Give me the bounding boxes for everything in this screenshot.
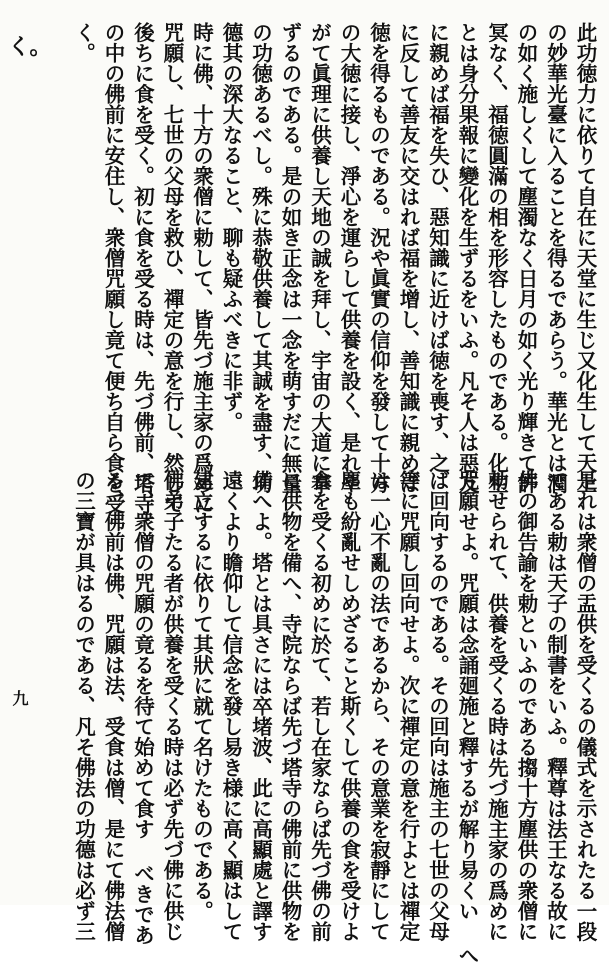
text-column: 食を受くる初めに於て、若し在家ならば先づ佛の前 — [307, 470, 332, 942]
text-column: の三寶が具はるのである、凡そ佛法の功德は必ず三 — [71, 470, 96, 942]
text-column: 佛弟子たる者が供養を受くる時は必ず先づ佛に供じ — [160, 470, 184, 942]
text-column: 徳を得るものである。況や眞實の信仰を發して十方 — [366, 22, 391, 494]
text-column: に反して善友に交はれば福を增し、善知識に親めば — [396, 22, 420, 494]
text-column: て、衆僧の咒願の竟るを待て始めて食す べきであ — [130, 470, 155, 945]
text-column: 等に咒願し回向せよ。次に禪定の意を行よとは禪定 — [396, 470, 420, 942]
text-column: く。 — [71, 22, 96, 63]
text-column: の中の佛前に安住し、衆僧咒願し竟て便ち自ら食を受 — [101, 22, 125, 514]
text-column: の大徳に接し、淨心を運らして供養を設く、是れや — [337, 22, 361, 494]
bottom-text-block — [68, 470, 599, 966]
text-column: は一心不亂の法であるから、その意業を寂靜にして — [366, 470, 391, 942]
text-column: 後ちに食を受く。初に食を受る時は、先づ佛前、塔寺 — [130, 22, 155, 514]
text-column: である勅は天子の制書をいふ。釋尊は法王なる故に — [543, 470, 568, 942]
text-column: 是れは衆僧の盂供を受くるの儀式を示されたる一段 — [573, 470, 597, 942]
page-number: 九 — [10, 690, 29, 706]
text-column: に供物を備へ、寺院ならば先づ塔寺の佛前に供物を — [278, 470, 302, 942]
text-column: 冥なく、福徳圓滿の相を形容したものである。化生 — [484, 22, 509, 494]
text-column: 勅せられて、供養を受くる時は先づ施主家の爲めに — [484, 470, 509, 942]
text-column: 咒願し、七世の父母を救ひ、禪定の意を行し、然して — [160, 22, 184, 514]
text-column: の如く施しくして塵濁なく日月の如く光り輝きて許 — [514, 22, 538, 494]
text-column: 備へよ。塔とは具さには卒堵波、此に高顯處と譯す — [248, 470, 273, 942]
top-text-block — [68, 22, 599, 514]
text-column: とは身分果報に變化を生ずるをいふ。凡そ人は惡友 — [455, 22, 479, 494]
text-column: ば回向するのである。その回向は施主の七世の父母 — [425, 470, 450, 942]
text-column: る、佛前は佛、咒願は法、受食は僧、是にて佛法僧 — [101, 470, 125, 942]
text-column: 此功徳力に依りて自在に天堂に生じ又化生して天上 — [573, 22, 597, 494]
text-column: 塵も紛亂せしめざること斯くして供養の食を受けよ — [337, 470, 361, 942]
text-column: 德其の深大なること、聊も疑ふべきに非ず。 — [219, 22, 243, 432]
text-column: 佛の御告諭を勅といふのである搊十方塵供の衆僧に — [514, 470, 538, 942]
text-column: 咒願せよ。咒願は念誦廻施と釋するが解り易くい へ — [455, 470, 479, 966]
text-column: に親めば福を失ひ、惡知識に近けば徳を喪す、之 — [425, 22, 450, 473]
text-column: 時に佛、十方の衆僧に勅して、皆先づ施主家の爲めに — [189, 22, 214, 514]
continuation-mark: く。 — [8, 34, 52, 60]
text-column: 遠くより瞻仰して信念を發し易き様に高く顯はして — [219, 470, 243, 942]
text-column: 建立するに依りて其狀に就て名けたものである。 — [189, 470, 214, 921]
text-column: ずるのである。是の如き正念は一念を萌すだに無量 — [278, 22, 302, 494]
text-column: がて眞理に供養し天地の誠を拜し、宇宙の大道に奉 — [307, 22, 332, 494]
text-column: の妙華光臺に入ることを得るであらう。華光とは潤 — [543, 22, 568, 494]
text-column: の功徳あるべし。殊に恭敬供養して其誠を盡す、功 — [248, 22, 273, 494]
